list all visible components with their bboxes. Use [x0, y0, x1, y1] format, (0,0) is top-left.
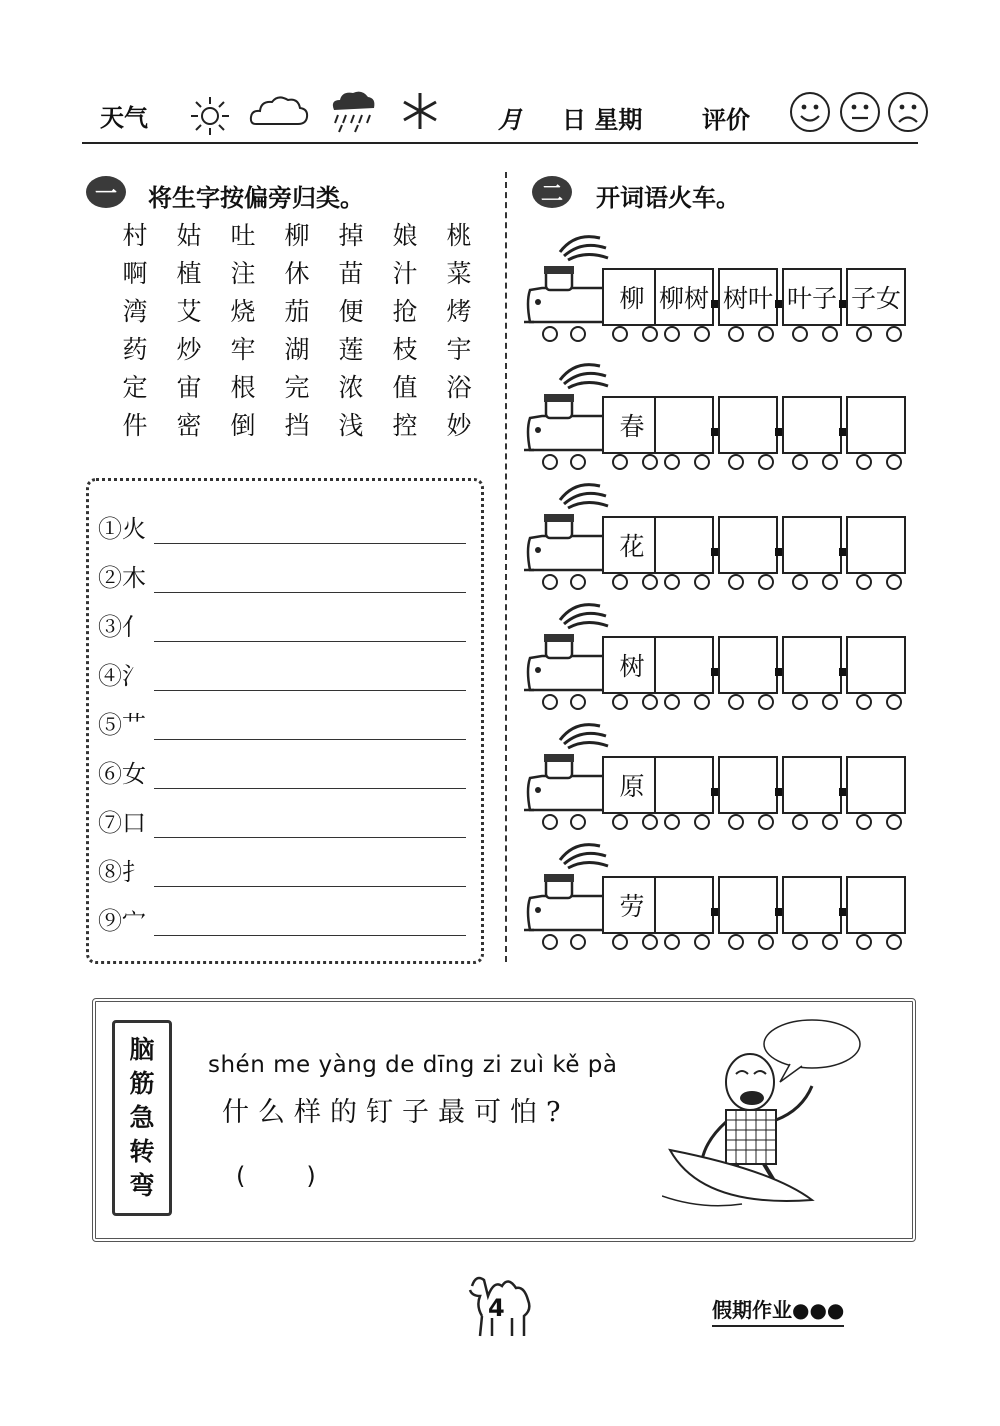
- train-car[interactable]: [718, 636, 778, 694]
- train-car[interactable]: [654, 516, 714, 574]
- radical-label: ⑦口: [98, 809, 146, 837]
- grid-character: 啊: [122, 259, 148, 288]
- train-wheel: [856, 454, 872, 470]
- train-head-car: 花: [602, 516, 662, 574]
- grid-character: 根: [230, 373, 256, 402]
- rain-icon: [328, 88, 378, 134]
- camel-icon: [462, 1266, 548, 1342]
- grid-character: 牢: [230, 335, 256, 364]
- grid-character: 便: [338, 297, 364, 326]
- rating-label: 评价: [702, 106, 750, 134]
- train-wheel: [856, 326, 872, 342]
- train-wheel: [570, 574, 586, 590]
- snow-icon: [400, 90, 440, 132]
- riddle-side-character: 急: [129, 1103, 155, 1132]
- riddle-side-character: 转: [129, 1137, 155, 1166]
- grid-character: 汁: [392, 259, 418, 288]
- answer-line[interactable]: [154, 566, 466, 593]
- radical-row: [98, 651, 466, 691]
- train-car[interactable]: [654, 396, 714, 454]
- sad-face-icon[interactable]: [888, 92, 928, 132]
- radical-row: [98, 896, 466, 936]
- riddle-side-title: [112, 1020, 172, 1216]
- train-wheel: [664, 694, 680, 710]
- grid-character: 村: [122, 221, 148, 250]
- train-car[interactable]: [718, 876, 778, 934]
- radical-label: ③亻: [98, 613, 146, 641]
- train-car[interactable]: [846, 876, 906, 934]
- radical-row: [98, 749, 466, 789]
- grid-character: 宙: [176, 373, 202, 402]
- word-train: [520, 470, 920, 595]
- grid-character: 件: [122, 411, 148, 440]
- train-wheel: [612, 326, 628, 342]
- train-wheel: [856, 934, 872, 950]
- train-wheel: [822, 326, 838, 342]
- train-car[interactable]: [782, 396, 842, 454]
- grid-character: 定: [122, 373, 148, 402]
- train-wheel: [612, 694, 628, 710]
- answer-line[interactable]: [154, 713, 466, 740]
- train-wheel: [642, 454, 658, 470]
- grid-character: 抢: [392, 297, 418, 326]
- riddle-side-character: 筋: [129, 1069, 155, 1098]
- answer-line[interactable]: [154, 762, 466, 789]
- section-divider: [505, 172, 507, 962]
- radical-label: ⑥女: [98, 760, 146, 788]
- train-wheel: [728, 454, 744, 470]
- day-week-label: 日 星期: [562, 106, 643, 134]
- train-wheel: [728, 934, 744, 950]
- radical-label: ⑨宀: [98, 907, 146, 935]
- radical-row: [98, 602, 466, 642]
- train-wheel: [822, 574, 838, 590]
- grid-character: 姑: [176, 221, 202, 250]
- grid-character: 植: [176, 259, 202, 288]
- train-head-car: 原: [602, 756, 662, 814]
- grid-character: 浓: [338, 373, 364, 402]
- train-wheel: [664, 574, 680, 590]
- answer-line[interactable]: [154, 664, 466, 691]
- train-wheel: [694, 934, 710, 950]
- grid-character: 挡: [284, 411, 310, 440]
- grid-character: 宇: [446, 335, 472, 364]
- train-car[interactable]: 树叶: [718, 268, 778, 326]
- grid-character: 苗: [338, 259, 364, 288]
- radical-row: [98, 700, 466, 740]
- cloud-icon: [248, 92, 310, 132]
- train-wheel: [758, 934, 774, 950]
- train-wheel: [822, 934, 838, 950]
- word-train: [520, 830, 920, 955]
- grid-character: 娘: [392, 221, 418, 250]
- month-label: 月: [498, 106, 522, 134]
- answer-line[interactable]: [154, 615, 466, 642]
- train-wheel: [542, 934, 558, 950]
- locomotive-icon: [520, 830, 610, 950]
- train-wheel: [694, 454, 710, 470]
- grid-character: 值: [392, 373, 418, 402]
- train-wheel: [694, 814, 710, 830]
- radical-label: ①火: [98, 515, 146, 543]
- train-wheel: [856, 574, 872, 590]
- train-wheel: [758, 814, 774, 830]
- grid-character: 浴: [446, 373, 472, 402]
- train-wheel: [792, 454, 808, 470]
- train-wheel: [642, 814, 658, 830]
- grid-character: 湖: [284, 335, 310, 364]
- series-label: 假期作业●●●: [712, 1294, 844, 1327]
- train-wheel: [886, 934, 902, 950]
- neutral-face-icon[interactable]: [840, 92, 880, 132]
- train-car[interactable]: [654, 876, 714, 934]
- train-wheel: [758, 694, 774, 710]
- train-wheel: [694, 326, 710, 342]
- train-car[interactable]: 柳树: [654, 268, 714, 326]
- sun-icon: [188, 94, 232, 138]
- train-wheel: [642, 934, 658, 950]
- train-head-car: 春: [602, 396, 662, 454]
- grid-character: 药: [122, 335, 148, 364]
- train-wheel: [694, 574, 710, 590]
- character-grid: [108, 216, 486, 444]
- train-head-car: 劳: [602, 876, 662, 934]
- locomotive-icon: [520, 710, 610, 830]
- train-wheel: [886, 814, 902, 830]
- train-wheel: [792, 934, 808, 950]
- locomotive-icon: [520, 590, 610, 710]
- train-wheel: [570, 326, 586, 342]
- train-car[interactable]: [782, 876, 842, 934]
- radical-row: [98, 504, 466, 544]
- section1-title: 将生字按偏旁归类。: [148, 184, 364, 212]
- word-train: [520, 710, 920, 835]
- train-wheel: [728, 326, 744, 342]
- train-car[interactable]: [718, 516, 778, 574]
- riddle-side-character: 弯: [129, 1171, 155, 1200]
- train-wheel: [642, 574, 658, 590]
- train-wheel: [856, 694, 872, 710]
- locomotive-icon: [520, 222, 610, 342]
- answer-line[interactable]: [154, 811, 466, 838]
- cartoon-man-on-boat-illustration: [662, 1010, 862, 1210]
- train-car[interactable]: [718, 396, 778, 454]
- train-wheel: [792, 574, 808, 590]
- grid-character: 掉: [338, 221, 364, 250]
- train-wheel: [758, 574, 774, 590]
- train-wheel: [664, 454, 680, 470]
- answer-line[interactable]: [154, 860, 466, 887]
- train-car[interactable]: [846, 756, 906, 814]
- train-car[interactable]: [846, 396, 906, 454]
- train-wheel: [612, 934, 628, 950]
- train-wheel: [728, 814, 744, 830]
- grid-character: 枝: [392, 335, 418, 364]
- train-wheel: [570, 454, 586, 470]
- grid-character: 休: [284, 259, 310, 288]
- grid-character: 注: [230, 259, 256, 288]
- train-wheel: [822, 454, 838, 470]
- grid-character: 茄: [284, 297, 310, 326]
- train-wheel: [542, 454, 558, 470]
- train-wheel: [542, 814, 558, 830]
- header-rule: [82, 142, 918, 144]
- train-wheel: [642, 694, 658, 710]
- grid-character: 菜: [446, 259, 472, 288]
- radical-row: [98, 847, 466, 887]
- train-car[interactable]: [782, 516, 842, 574]
- train-wheel: [728, 574, 744, 590]
- grid-character: 艾: [176, 297, 202, 326]
- grid-character: 倒: [230, 411, 256, 440]
- train-wheel: [822, 694, 838, 710]
- train-wheel: [612, 814, 628, 830]
- train-car[interactable]: [718, 756, 778, 814]
- train-car[interactable]: 子女: [846, 268, 906, 326]
- word-train: [520, 590, 920, 715]
- radical-label: ④氵: [98, 662, 146, 690]
- grid-character: 吐: [230, 221, 256, 250]
- riddle-answer-blank[interactable]: ( ): [236, 1162, 316, 1190]
- train-car[interactable]: [654, 756, 714, 814]
- train-wheel: [612, 454, 628, 470]
- grid-character: 控: [392, 411, 418, 440]
- train-wheel: [570, 934, 586, 950]
- grid-character: 密: [176, 411, 202, 440]
- weather-label: 天气: [100, 104, 148, 132]
- locomotive-icon: [520, 470, 610, 590]
- grid-character: 莲: [338, 335, 364, 364]
- riddle-side-character: 脑: [129, 1035, 155, 1064]
- radical-label: ⑤艹: [98, 711, 146, 739]
- radical-label: ②木: [98, 564, 146, 592]
- train-head-car: 树: [602, 636, 662, 694]
- riddle-question: 什么样的钉子最可怕?: [222, 1097, 570, 1128]
- radical-label: ⑧扌: [98, 858, 146, 886]
- train-wheel: [856, 814, 872, 830]
- train-car[interactable]: [654, 636, 714, 694]
- section1-number: 一: [86, 176, 126, 208]
- word-train: [520, 350, 920, 475]
- train-wheel: [570, 814, 586, 830]
- grid-character: 烤: [446, 297, 472, 326]
- train-wheel: [728, 694, 744, 710]
- grid-character: 妙: [446, 411, 472, 440]
- section2-title: 开词语火车。: [596, 184, 740, 212]
- train-wheel: [792, 694, 808, 710]
- train-car[interactable]: 叶子: [782, 268, 842, 326]
- radical-row: [98, 553, 466, 593]
- train-car[interactable]: [782, 636, 842, 694]
- train-wheel: [886, 454, 902, 470]
- train-wheel: [886, 694, 902, 710]
- train-wheel: [758, 326, 774, 342]
- train-car[interactable]: [846, 636, 906, 694]
- train-wheel: [792, 814, 808, 830]
- grid-character: 浅: [338, 411, 364, 440]
- page-number: 4: [488, 1294, 505, 1322]
- grid-character: 烧: [230, 297, 256, 326]
- train-car[interactable]: [846, 516, 906, 574]
- answer-line[interactable]: [154, 517, 466, 544]
- train-wheel: [758, 454, 774, 470]
- riddle-pinyin: shén me yàng de dīng zi zuì kě pà: [208, 1052, 618, 1078]
- train-wheel: [542, 574, 558, 590]
- grid-character: 炒: [176, 335, 202, 364]
- train-wheel: [822, 814, 838, 830]
- grid-character: 桃: [446, 221, 472, 250]
- train-car[interactable]: [782, 756, 842, 814]
- train-wheel: [612, 574, 628, 590]
- train-head-car: 柳: [602, 268, 662, 326]
- train-wheel: [694, 694, 710, 710]
- train-wheel: [542, 694, 558, 710]
- smile-face-icon[interactable]: [790, 92, 830, 132]
- train-wheel: [642, 326, 658, 342]
- train-wheel: [664, 814, 680, 830]
- train-wheel: [886, 574, 902, 590]
- answer-line[interactable]: [154, 909, 466, 936]
- radical-row: [98, 798, 466, 838]
- train-wheel: [570, 694, 586, 710]
- grid-character: 完: [284, 373, 310, 402]
- train-wheel: [542, 326, 558, 342]
- section2-number: 二: [532, 176, 572, 208]
- train-wheel: [886, 326, 902, 342]
- train-wheel: [664, 934, 680, 950]
- grid-character: 柳: [284, 221, 310, 250]
- grid-character: 湾: [122, 297, 148, 326]
- locomotive-icon: [520, 350, 610, 470]
- train-wheel: [792, 326, 808, 342]
- train-wheel: [664, 326, 680, 342]
- word-train: [520, 222, 920, 347]
